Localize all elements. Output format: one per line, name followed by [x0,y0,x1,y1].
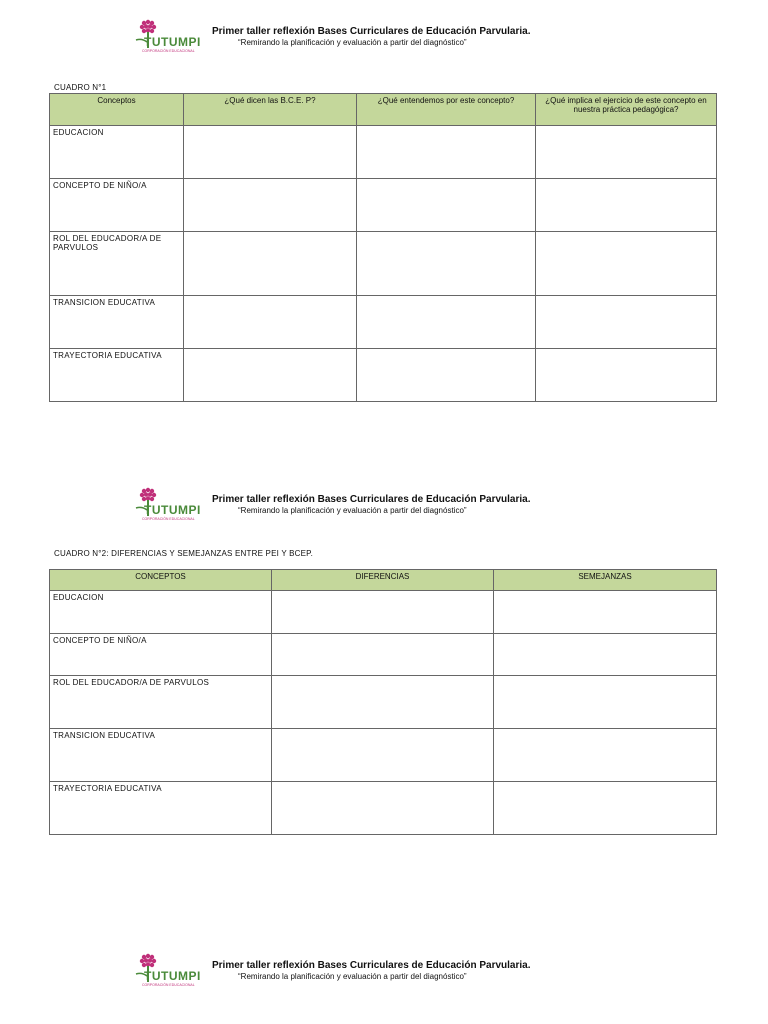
table1-header-bcep: ¿Qué dicen las B.C.E. P? [184,94,357,126]
header-subtitle: “Remirando la planificación y evaluación a partir del diagnóstico” [238,506,467,515]
logo-subtext: CORPORACIÓN EDUCACIONAL [142,983,195,987]
table1-row-label: EDUCACION [50,126,184,179]
tutumpi-logo [132,18,201,56]
header-title: Primer taller reflexión Bases Curriculares de Educación Parvularia. [212,960,531,971]
table2-row-label: ROL DEL EDUCADOR/A DE PARVULOS [50,676,272,729]
table2-cell[interactable] [494,634,717,676]
tutumpi-logo [132,952,201,990]
table-row [50,126,717,179]
header-title: Primer taller reflexión Bases Curriculares de Educación Parvularia. [212,494,531,505]
table2-cell[interactable] [272,591,494,634]
table2-row-label: TRAYECTORIA EDUCATIVA [50,782,272,835]
table-row [50,782,717,835]
table-row [50,729,717,782]
table2-caption: CUADRO N°2: DIFERENCIAS Y SEMEJANZAS ENTRE PEI Y BCEP. [54,549,314,558]
header-subtitle: “Remirando la planificación y evaluación a partir del diagnóstico” [238,38,467,47]
table1-cell[interactable] [536,126,717,179]
logo-wordmark: TUTUMPI [144,35,201,49]
table1-cell[interactable] [357,296,536,349]
table-row [50,232,717,296]
table1-row-label: TRANSICION EDUCATIVA [50,296,184,349]
table1-cell[interactable] [184,179,357,232]
table1-header-implica: ¿Qué implica el ejercicio de este concepto en nuestra práctica pedagógica? [536,94,717,126]
page-header-1 [132,18,592,58]
table1-row-label: TRAYECTORIA EDUCATIVA [50,349,184,402]
table-cuadro-2 [49,569,717,835]
logo-subtext: CORPORACIÓN EDUCACIONAL [142,49,195,53]
table1-cell[interactable] [357,232,536,296]
table2-cell[interactable] [272,634,494,676]
table2-cell[interactable] [272,782,494,835]
logo-wordmark: TUTUMPI [144,969,201,983]
table1-cell[interactable] [357,349,536,402]
table-row [50,349,717,402]
table1-cell[interactable] [357,179,536,232]
table1-row-label: CONCEPTO DE NIÑO/A [50,179,184,232]
table2-cell[interactable] [494,782,717,835]
tutumpi-logo [132,486,201,524]
table2-row-label: CONCEPTO DE NIÑO/A [50,634,272,676]
table1-header-conceptos: Conceptos [50,94,184,126]
table2-cell[interactable] [272,676,494,729]
table1-cell[interactable] [184,349,357,402]
table1-cell[interactable] [536,296,717,349]
table1-cell[interactable] [536,349,717,402]
table-row [50,676,717,729]
table1-cell[interactable] [357,126,536,179]
table2-cell[interactable] [272,729,494,782]
table-cuadro-1 [49,93,717,402]
table2-row-label: EDUCACION [50,591,272,634]
table1-cell[interactable] [184,126,357,179]
table2-header-diferencias: DIFERENCIAS [272,570,494,591]
header-subtitle: “Remirando la planificación y evaluación a partir del diagnóstico” [238,972,467,981]
table2-header-conceptos: CONCEPTOS [50,570,272,591]
table2-header-semejanzas: SEMEJANZAS [494,570,717,591]
table2-cell[interactable] [494,676,717,729]
table1-cell[interactable] [536,179,717,232]
page-header-2 [132,486,592,526]
logo-subtext: CORPORACIÓN EDUCACIONAL [142,517,195,521]
table1-caption: CUADRO N°1 [54,83,107,92]
table2-cell[interactable] [494,729,717,782]
table-row [50,591,717,634]
page-header-3 [132,952,592,992]
table1-header-entendemos: ¿Qué entendemos por este concepto? [357,94,536,126]
table2-row-label: TRANSICION EDUCATIVA [50,729,272,782]
table2-cell[interactable] [494,591,717,634]
table1-cell[interactable] [536,232,717,296]
table1-cell[interactable] [184,232,357,296]
logo-wordmark: TUTUMPI [144,503,201,517]
table-row [50,634,717,676]
table-row [50,296,717,349]
table1-cell[interactable] [184,296,357,349]
header-title: Primer taller reflexión Bases Curriculares de Educación Parvularia. [212,26,531,37]
table1-row-label: ROL DEL EDUCADOR/A DE PARVULOS [50,232,184,296]
table-row [50,179,717,232]
